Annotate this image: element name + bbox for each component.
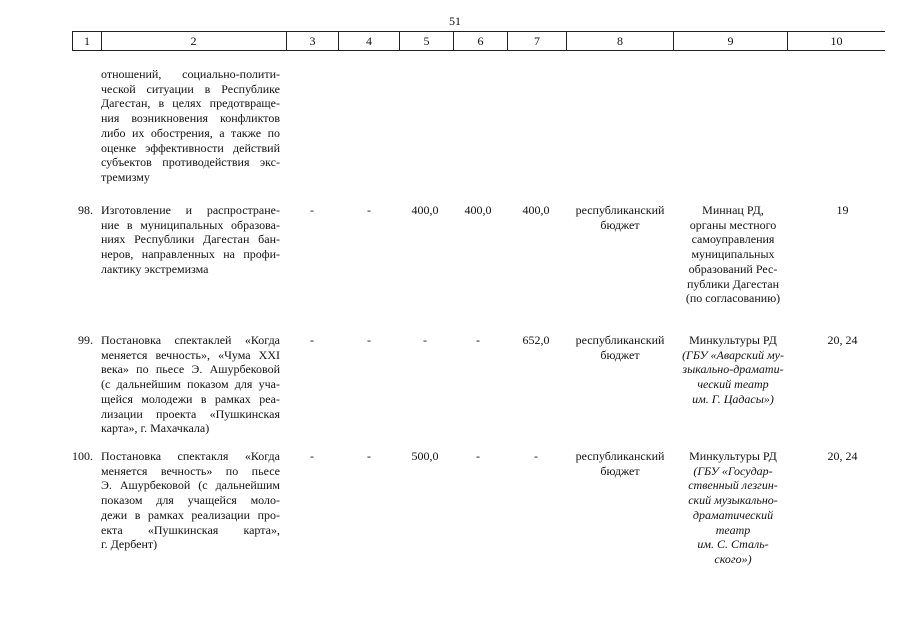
- cell-col4: -: [367, 333, 371, 347]
- cell-col10: 20, 24: [827, 449, 858, 463]
- header-cell-7: 7: [508, 32, 567, 50]
- row-description: [101, 449, 280, 552]
- row-description: [101, 203, 280, 277]
- text-line: Э. Ашурбековой (с дальнейшим: [101, 478, 280, 493]
- text-line: (ГБУ «Государ-: [693, 463, 773, 478]
- text-line: дежи в рамках реализации про-: [101, 507, 280, 522]
- text-line: Минкультуры РД: [689, 449, 777, 463]
- table-header: [72, 31, 885, 51]
- text-line: лизации проекта «Пушкинская: [101, 406, 280, 421]
- text-line: им. Г. Цадасы»): [692, 391, 774, 406]
- cell-col6: 400,0: [464, 203, 492, 217]
- text-line: зыкально-драмати-: [682, 362, 784, 377]
- row-number: 99.: [78, 333, 93, 347]
- text-line: муниципальных: [691, 247, 775, 262]
- text-line: ческой ситуации в Республике: [101, 81, 280, 96]
- text-line: века» по пьесе Э. Ашурбековой: [101, 362, 280, 377]
- cell-col7: 400,0: [522, 203, 550, 217]
- text-line: неров, направленных на профи-: [101, 247, 280, 262]
- text-line: Дагестан, в целях предотвраще-: [101, 96, 280, 111]
- cell-col7: -: [534, 449, 538, 463]
- header-cell-1: 1: [72, 32, 102, 50]
- cell-col10: 20, 24: [827, 333, 858, 347]
- text-line: ниях Республики Дагестан бан-: [101, 232, 280, 247]
- header-cell-8: 8: [567, 32, 674, 50]
- text-line: бюджет: [600, 347, 640, 362]
- text-line: органы местного: [689, 217, 777, 232]
- cell-col3: -: [310, 449, 314, 463]
- text-line: республиканский: [575, 203, 665, 217]
- cell-col7: 652,0: [522, 333, 550, 347]
- text-line: Миннац РД,: [702, 203, 764, 217]
- text-line: республиканский: [575, 449, 665, 463]
- cell-col5: 400,0: [411, 203, 439, 217]
- cell-col3: -: [310, 203, 314, 217]
- cell-col4: -: [367, 449, 371, 463]
- header-cell-10: 10: [830, 34, 843, 48]
- header-cell-6: 6: [454, 32, 508, 50]
- text-line: бюджет: [600, 217, 640, 232]
- text-line: (с дальнейшим показом для уча-: [101, 377, 280, 392]
- cell-col5: 500,0: [411, 449, 439, 463]
- text-line: бюджет: [600, 463, 640, 478]
- text-line: драматический: [692, 507, 774, 522]
- row-number: 98.: [78, 203, 93, 217]
- row-description: [101, 333, 280, 436]
- header-cell-4: 4: [339, 32, 400, 50]
- text-line: тремизму: [101, 169, 150, 184]
- row-number: 100.: [72, 449, 93, 463]
- cell-col10: 19: [836, 203, 849, 217]
- text-line: екта «Пушкинская карта»,: [101, 522, 280, 537]
- text-line: ния возникновения конфликтов: [101, 111, 280, 126]
- text-line: публики Дагестан: [686, 276, 780, 291]
- text-line: Постановка спектаклей «Когда: [101, 333, 280, 347]
- cell-col5: -: [423, 333, 427, 347]
- cell-col6: -: [476, 449, 480, 463]
- cell-col3: -: [310, 333, 314, 347]
- header-cell-3: 3: [287, 32, 339, 50]
- header-cell-9: 9: [674, 32, 788, 50]
- text-line: (по согласованию): [685, 291, 781, 306]
- text-line: (ГБУ «Аварский му-: [682, 347, 784, 362]
- text-line: Минкультуры РД: [689, 333, 777, 347]
- text-line: ственный лезгин-: [688, 478, 778, 493]
- text-line: ческий театр: [697, 377, 769, 392]
- funding-source: [566, 203, 674, 232]
- text-line: ский музыкально-: [688, 493, 778, 508]
- funding-source: [566, 333, 674, 362]
- text-line: Постановка спектакля «Когда: [101, 449, 280, 463]
- text-line: меняется вечность» по пьесе: [101, 463, 280, 478]
- text-line: театр: [715, 522, 751, 537]
- text-line: ние в муниципальных образова-: [101, 217, 280, 232]
- text-line: республиканский: [575, 333, 665, 347]
- cell-col4: -: [367, 203, 371, 217]
- text-line: либо их обострения, а также по: [101, 125, 280, 140]
- executor: [676, 333, 790, 407]
- text-line: самоуправления: [691, 232, 775, 247]
- page-number: 51: [449, 14, 461, 28]
- text-line: г. Дербент): [101, 537, 158, 552]
- executor: [676, 203, 790, 306]
- text-line: карта», г. Махачкала): [101, 421, 210, 436]
- cell-col6: -: [476, 333, 480, 347]
- text-line: отношений, социально-полити-: [101, 67, 280, 81]
- text-line: им. С. Сталь-: [697, 537, 769, 552]
- text-line: лактику экстремизма: [101, 261, 209, 276]
- header-cell-2: 2: [101, 32, 287, 50]
- continuation-text: [101, 67, 280, 185]
- text-line: Изготовление и распростране-: [101, 203, 280, 217]
- header-cell-5: 5: [400, 32, 454, 50]
- funding-source: [566, 449, 674, 478]
- text-line: меняется вечность», «Чума XXI: [101, 347, 280, 362]
- text-line: образований Рес-: [688, 261, 778, 276]
- executor: [676, 449, 790, 567]
- text-line: показом для учащейся моло-: [101, 493, 280, 508]
- text-line: ского»): [714, 551, 752, 566]
- text-line: субъектов противодействия экс-: [101, 155, 280, 170]
- text-line: оценке эффективности действий: [101, 140, 280, 155]
- text-line: щейся молодежи в рамках реа-: [101, 391, 280, 406]
